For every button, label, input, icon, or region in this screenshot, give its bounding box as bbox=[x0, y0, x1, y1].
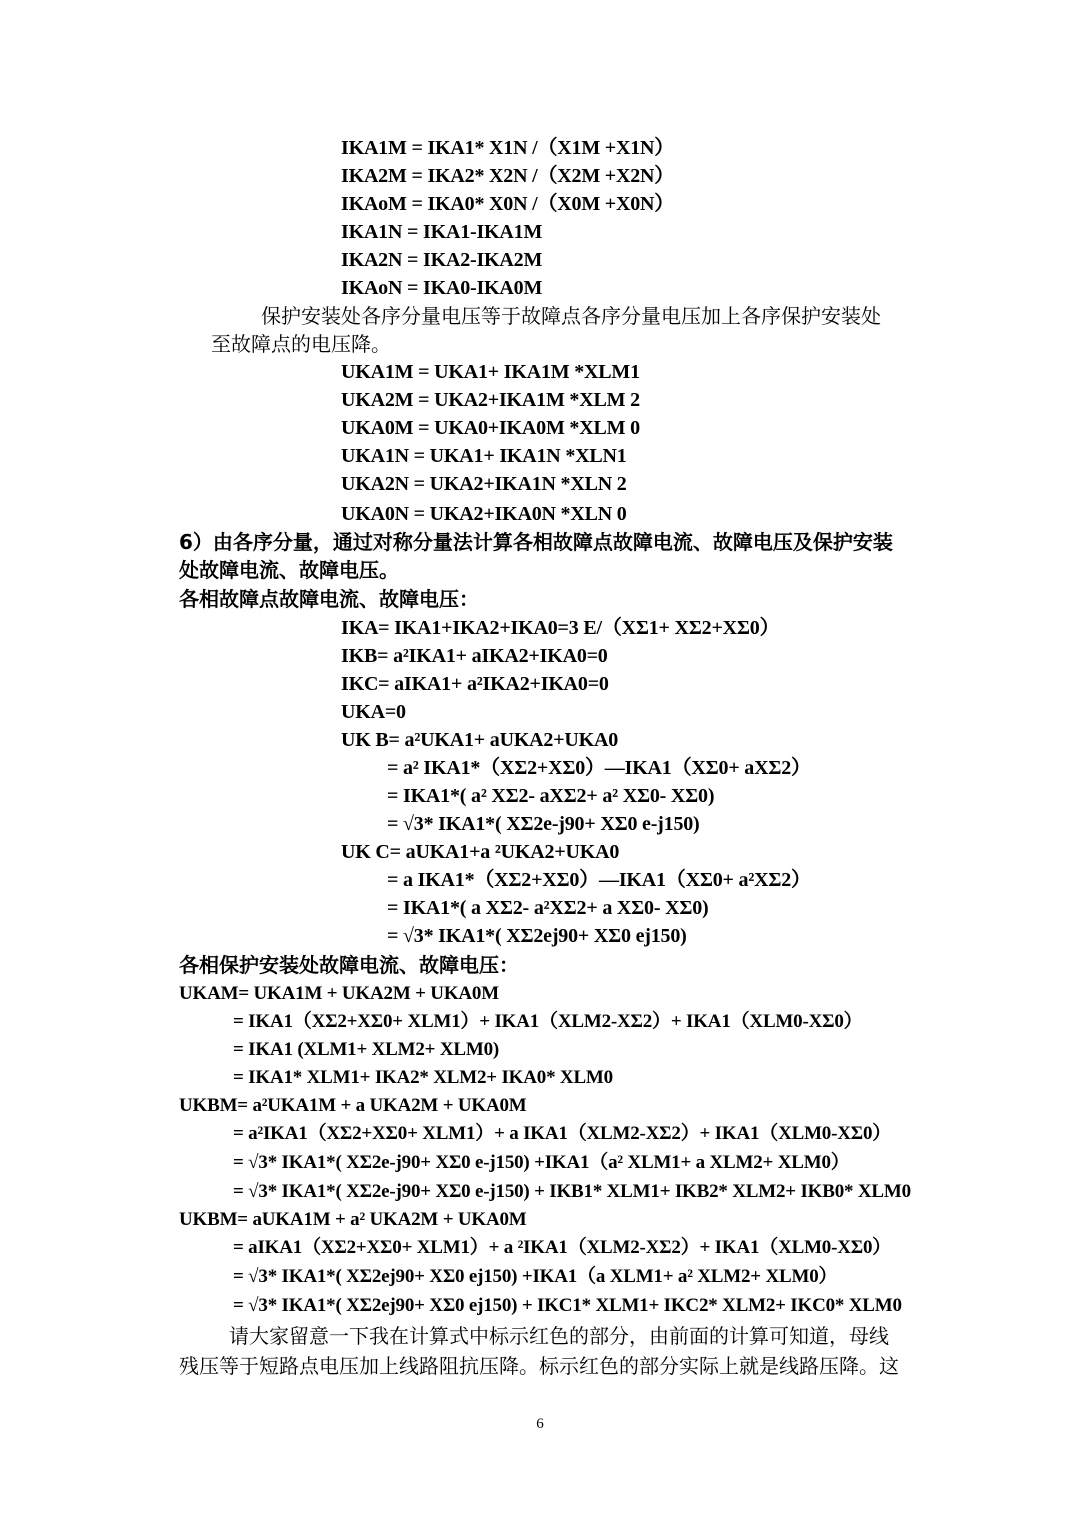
equation-line: UKBM= a²UKA1M + a UKA2M + UKA0M bbox=[179, 1095, 527, 1116]
equation-line: UKA2N = UKA2+IKA1N *XLN 2 bbox=[341, 473, 627, 495]
equation-line: = IKA1* XLM1+ IKA2* XLM2+ IKA0* XLM0 bbox=[233, 1067, 613, 1088]
paragraph-line: 至故障点的电压降。 bbox=[211, 332, 391, 356]
equation-line: = IKA1 (XLM1+ XLM2+ XLM0) bbox=[233, 1039, 500, 1060]
equation-line: UKA2M = UKA2+IKA1M *XLM 2 bbox=[341, 389, 640, 411]
equation-line: UK B= a²UKA1+ aUKA2+UKA0 bbox=[341, 729, 619, 751]
equation-line: IKA1M = IKA1* X1N /（X1M +X1N） bbox=[341, 137, 675, 159]
equation-line: UKAM= UKA1M + UKA2M + UKA0M bbox=[179, 983, 499, 1004]
equation-line: UK C= aUKA1+a ²UKA2+UKA0 bbox=[341, 841, 620, 863]
page-number: 6 bbox=[536, 1416, 544, 1432]
equation-line: IKAoM = IKA0* X0N /（X0M +X0N） bbox=[341, 193, 675, 215]
equation-line: UKA0N = UKA2+IKA0N *XLN 0 bbox=[341, 503, 627, 525]
equation-line: UKA1M = UKA1+ IKA1M *XLM1 bbox=[341, 361, 640, 383]
section-heading: 处故障电流、故障电压。 bbox=[179, 558, 399, 582]
paragraph-line: 请大家留意一下我在计算式中标示红色的部分，由前面的计算可知道，母线 bbox=[229, 1324, 889, 1348]
equation-line: = IKA1（XΣ2+XΣ0+ XLM1）+ IKA1（XLM2-XΣ2）+ IKA1（XLM0-XΣ0） bbox=[233, 1011, 863, 1032]
paragraph-line: 保护安装处各序分量电压等于故障点各序分量电压加上各序保护安装处 bbox=[261, 304, 881, 328]
subheading-protection: 各相保护安装处故障电流、故障电压： bbox=[179, 953, 519, 977]
equation-line: = IKA1*( a XΣ2- a²XΣ2+ a XΣ0- XΣ0) bbox=[387, 897, 709, 919]
paragraph-line: 残压等于短路点电压加上线路阻抗压降。标示红色的部分实际上就是线路压降。这 bbox=[179, 1354, 899, 1378]
equation-line: = a² IKA1*（XΣ2+XΣ0）—IKA1（XΣ0+ aXΣ2） bbox=[387, 757, 811, 779]
equation-line: = √3* IKA1*( XΣ2ej90+ XΣ0 ej150) bbox=[387, 925, 687, 947]
equation-line: UKA0M = UKA0+IKA0M *XLM 0 bbox=[341, 417, 640, 439]
equation-line: = √3* IKA1*( XΣ2e-j90+ XΣ0 e-j150) bbox=[387, 813, 700, 835]
equation-line: IKA= IKA1+IKA2+IKA0=3 E/（XΣ1+ XΣ2+XΣ0） bbox=[341, 617, 780, 639]
equation-line: IKA2M = IKA2* X2N /（X2M +X2N） bbox=[341, 165, 675, 187]
equation-line: IKB= a²IKA1+ aIKA2+IKA0=0 bbox=[341, 645, 608, 667]
equation-line: IKAoN = IKA0-IKA0M bbox=[341, 277, 543, 299]
equation-line: IKA2N = IKA2-IKA2M bbox=[341, 249, 543, 271]
equation-line: = a IKA1*（XΣ2+XΣ0）—IKA1（XΣ0+ a²XΣ2） bbox=[387, 869, 811, 891]
section-heading: 6）由各序分量，通过对称分量法计算各相故障点故障电流、故障电压及保护安装 bbox=[179, 530, 893, 554]
equation-line: IKA1N = IKA1-IKA1M bbox=[341, 221, 543, 243]
equation-line: = a²IKA1（XΣ2+XΣ0+ XLM1）+ a IKA1（XLM2-XΣ2）+ IKA1（XLM0-XΣ0） bbox=[233, 1123, 892, 1144]
equation-line: UKA1N = UKA1+ IKA1N *XLN1 bbox=[341, 445, 627, 467]
equation-line: UKA=0 bbox=[341, 701, 406, 723]
equation-line: IKC= aIKA1+ a²IKA2+IKA0=0 bbox=[341, 673, 609, 695]
equation-line: = √3* IKA1*( XΣ2e-j90+ XΣ0 e-j150) + IKB1* XLM1+ IKB2* XLM2+ IKB0* XLM0 bbox=[233, 1181, 911, 1202]
equation-line: = √3* IKA1*( XΣ2e-j90+ XΣ0 e-j150) +IKA1（a² XLM1+ a XLM2+ XLM0） bbox=[233, 1152, 850, 1173]
equation-line: = aIKA1（XΣ2+XΣ0+ XLM1）+ a ²IKA1（XLM2-XΣ2）+ IKA1（XLM0-XΣ0） bbox=[233, 1237, 892, 1258]
equation-line: = IKA1*( a² XΣ2- aXΣ2+ a² XΣ0- XΣ0) bbox=[387, 785, 715, 807]
equation-line: = √3* IKA1*( XΣ2ej90+ XΣ0 ej150) + IKC1* XLM1+ IKC2* XLM2+ IKC0* XLM0 bbox=[233, 1295, 902, 1316]
subheading-fault-point: 各相故障点故障电流、故障电压： bbox=[179, 587, 479, 611]
equation-line: UKBM= aUKA1M + a² UKA2M + UKA0M bbox=[179, 1209, 527, 1230]
equation-line: = √3* IKA1*( XΣ2ej90+ XΣ0 ej150) +IKA1（a XLM1+ a² XLM2+ XLM0） bbox=[233, 1266, 838, 1287]
